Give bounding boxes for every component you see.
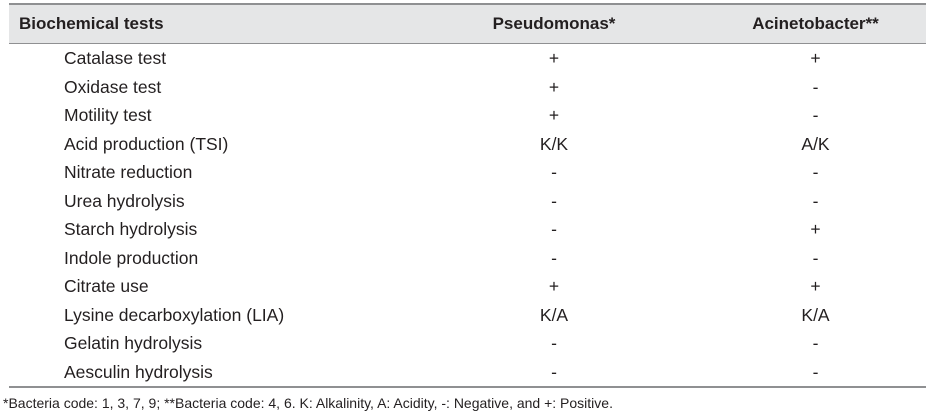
pseudomonas-result-cell: + [548, 48, 560, 69]
acinetobacter-result-cell: + [810, 48, 821, 69]
test-name-cell: Citrate use [64, 276, 149, 297]
table-row [9, 73, 926, 102]
test-name-cell: Nitrate reduction [64, 162, 193, 183]
acinetobacter-result-cell: - [812, 190, 819, 211]
table-row [9, 215, 926, 244]
test-name-cell: Aesculin hydrolysis [9, 358, 403, 388]
table-row [9, 244, 926, 273]
acinetobacter-result-cell: + [810, 219, 821, 240]
header-biochemical-tests: Biochemical tests [9, 4, 403, 44]
header-pseudomonas: Pseudomonas* [403, 4, 705, 44]
header-row [9, 4, 926, 44]
table-row [9, 130, 926, 159]
acinetobacter-result-cell: K/A [801, 304, 830, 325]
test-name-cell: Urea hydrolysis [64, 190, 185, 211]
table-header [9, 4, 926, 44]
biochemical-tests-table [9, 3, 926, 388]
table-row [9, 329, 926, 358]
test-name-cell: Indole production [64, 247, 199, 268]
test-name-cell: Acid production (TSI) [64, 133, 229, 154]
pseudomonas-result-cell: K/K [539, 133, 569, 154]
pseudomonas-result-cell: - [403, 358, 705, 388]
pseudomonas-result-cell: K/A [539, 304, 569, 325]
pseudomonas-result-cell: - [551, 219, 557, 240]
acinetobacter-result-cell: - [812, 76, 819, 97]
table-row [9, 158, 926, 187]
table-footnote: *Bacteria code: 1, 3, 7, 9; **Bacteria code: 4, 6. K: Alkalinity, A: Acidity, -: Negative, and +: Positive. [3, 395, 613, 411]
table-row [9, 301, 926, 330]
pseudomonas-result-cell: + [548, 76, 560, 97]
pseudomonas-result-cell: - [551, 247, 557, 268]
test-name-cell: Motility test [64, 105, 152, 126]
acinetobacter-result-cell: - [812, 105, 819, 126]
table-row [9, 358, 926, 388]
pseudomonas-result-cell: - [551, 333, 557, 354]
pseudomonas-result-cell: - [551, 162, 557, 183]
test-name-cell: Starch hydrolysis [64, 219, 198, 240]
test-name-cell: Lysine decarboxylation (LIA) [64, 304, 285, 325]
acinetobacter-result-cell: - [812, 247, 819, 268]
acinetobacter-result-cell: - [812, 162, 819, 183]
table-row [9, 44, 926, 73]
table-row [9, 187, 926, 216]
acinetobacter-result-cell: + [810, 276, 821, 297]
table-row [9, 272, 926, 301]
test-name-cell: Catalase test [64, 48, 167, 69]
table-body [9, 44, 926, 388]
acinetobacter-result-cell: - [705, 358, 926, 388]
pseudomonas-result-cell: + [548, 276, 560, 297]
pseudomonas-result-cell: + [548, 105, 560, 126]
acinetobacter-result-cell: A/K [801, 133, 830, 154]
biochemical-tests-table-container [9, 3, 926, 388]
table-row [9, 101, 926, 130]
acinetobacter-result-cell: - [812, 333, 819, 354]
test-name-cell: Oxidase test [64, 76, 162, 97]
header-acinetobacter: Acinetobacter** [705, 4, 926, 44]
test-name-cell: Gelatin hydrolysis [64, 333, 203, 354]
pseudomonas-result-cell: - [551, 190, 557, 211]
